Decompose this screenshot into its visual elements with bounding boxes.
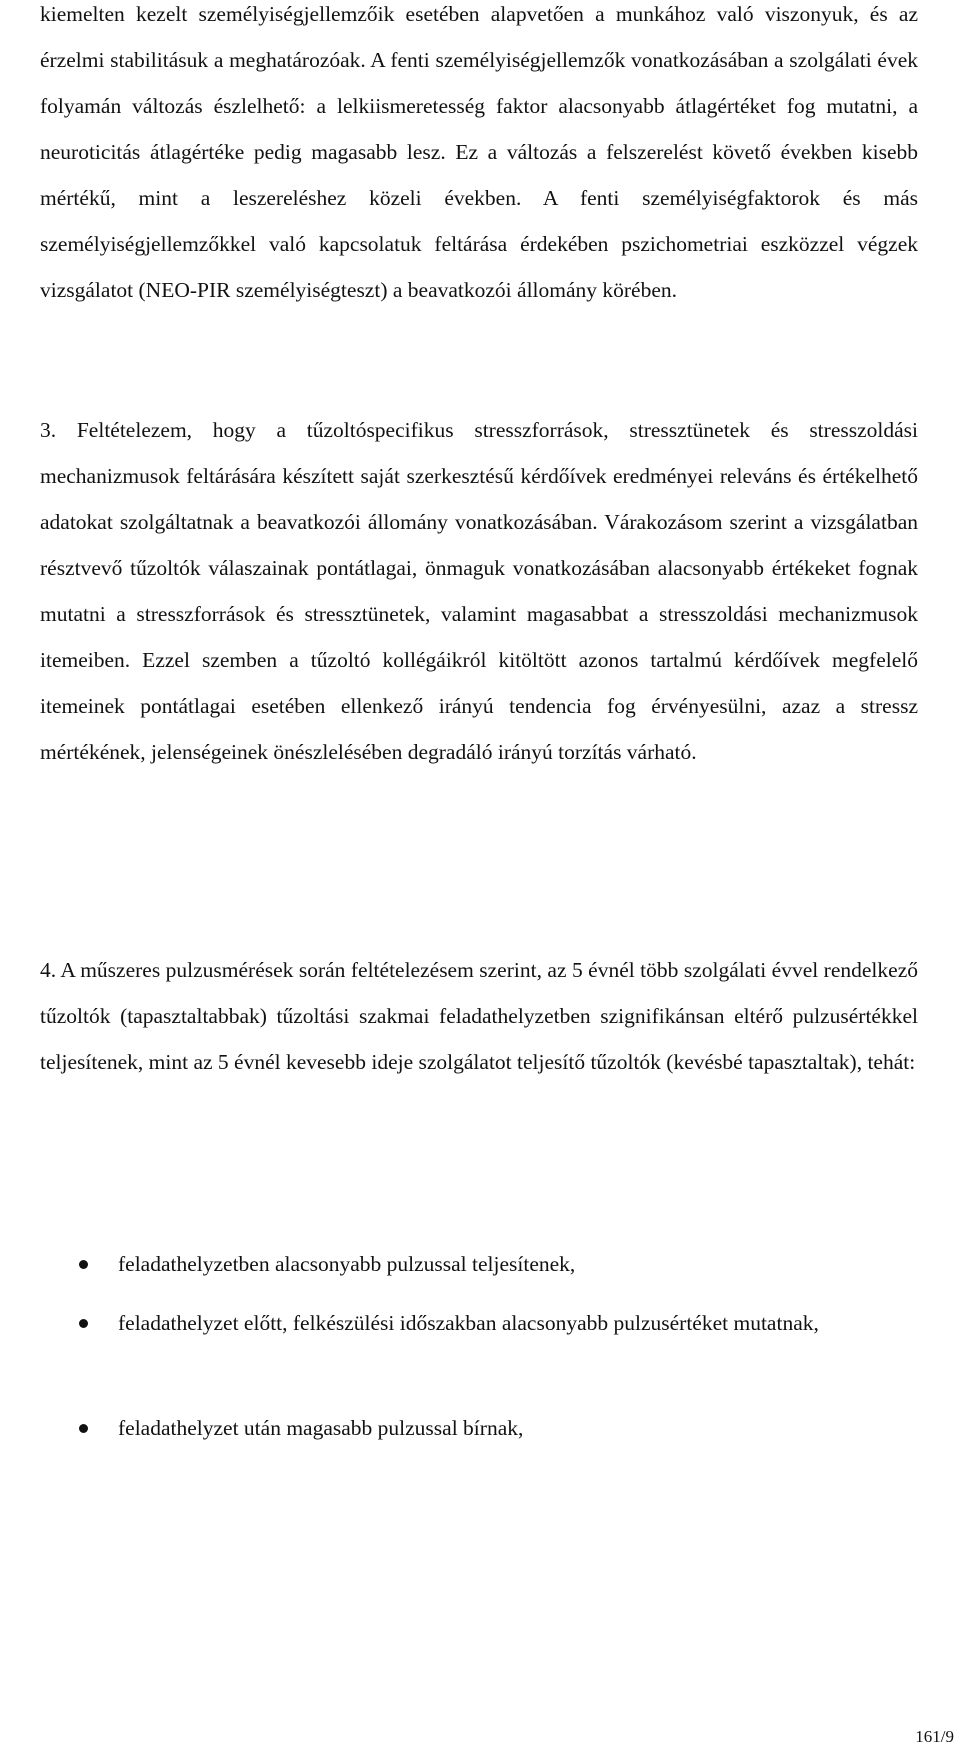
numbered-item-4: [40, 947, 918, 1085]
item-number: 3.: [40, 418, 57, 442]
item-text: Feltételezem, hogy a tűzoltóspecifikus stresszforrások, stressztünetek és stresszoldási mechanizmusok feltárására készített saját szerkesztésű kérdőívek eredményei releváns és értékelhető adatokat szolgáltatnak a beavatkozói állomány vonatkozásában. Várakozásom szerint a vizsgálatban résztvevő tűzoltók válaszainak pontátlagai, önmaguk vonatkozásában alacsonyabb értékeket fognak mutatni a stresszforrások és stressztünetek, valamint magasabbat a stresszoldási mechanizmusok itemeiben. Ezzel szemben a tűzoltó kollégáikról kitöltött azonos tartalmú kérdőívek megfelelő itemeinek pontátlagai esetében ellenkező irányú tendencia fog érvényesülni, azaz a stressz mértékének, jelenségeinek önészlelésében degradáló irányú torzítás várható.: [40, 418, 918, 764]
list-item: [0, 1405, 918, 1451]
item-text: A műszeres pulzusmérések során feltételezésem szerint, az 5 évnél több szolgálati évvel rendelkező tűzoltók (tapasztaltabbak) tűzoltási szakmai feladathelyzetben szignifikánsan eltérő pulzusértékkel teljesítenek, mint az 5 évnél kevesebb ideje szolgálatot teljesítő tűzoltók (kevésbé tapasztaltak), tehát:: [40, 958, 918, 1074]
item-number: 4.: [40, 958, 57, 982]
bullet-icon: [79, 1260, 88, 1269]
bullet-icon: [79, 1319, 88, 1328]
intro-paragraph: kiemelten kezelt személyiségjellemzőik esetében alapvetően a munkához való viszonyuk, és az érzelmi stabilitásuk a meghatározóak. A fenti személyiségjellemzők vonatkozásában a szolgálati évek folyamán változás észlelhető: a lelkiismeretesség faktor alacsonyabb átlagértéket fog mutatni, a neuroticitás átlagértéke pedig magasabb lesz. Ez a változás a felszerelést követő években kisebb mértékű, mint a leszereléshez közeli években. A fenti személyiségfaktorok és más személyiségjellemzőkkel való kapcsolatuk feltárása érdekében pszichometriai eszközzel végzek vizsgálatot (NEO-PIR személyiségteszt) a beavatkozói állomány körében.: [40, 2, 918, 302]
bullet-icon: [79, 1424, 88, 1433]
list-item: [0, 1300, 918, 1346]
page-number: 161/9: [915, 1727, 954, 1746]
list-item-text: feladathelyzet után magasabb pulzussal bírnak,: [118, 1416, 524, 1440]
list-item-text: feladathelyzetben alacsonyabb pulzussal teljesítenek,: [118, 1252, 576, 1276]
numbered-item-3: [40, 407, 918, 775]
list-item: [0, 1241, 918, 1287]
list-item-text: feladathelyzet előtt, felkészülési időszakban alacsonyabb pulzusértéket mutatnak,: [118, 1311, 819, 1335]
